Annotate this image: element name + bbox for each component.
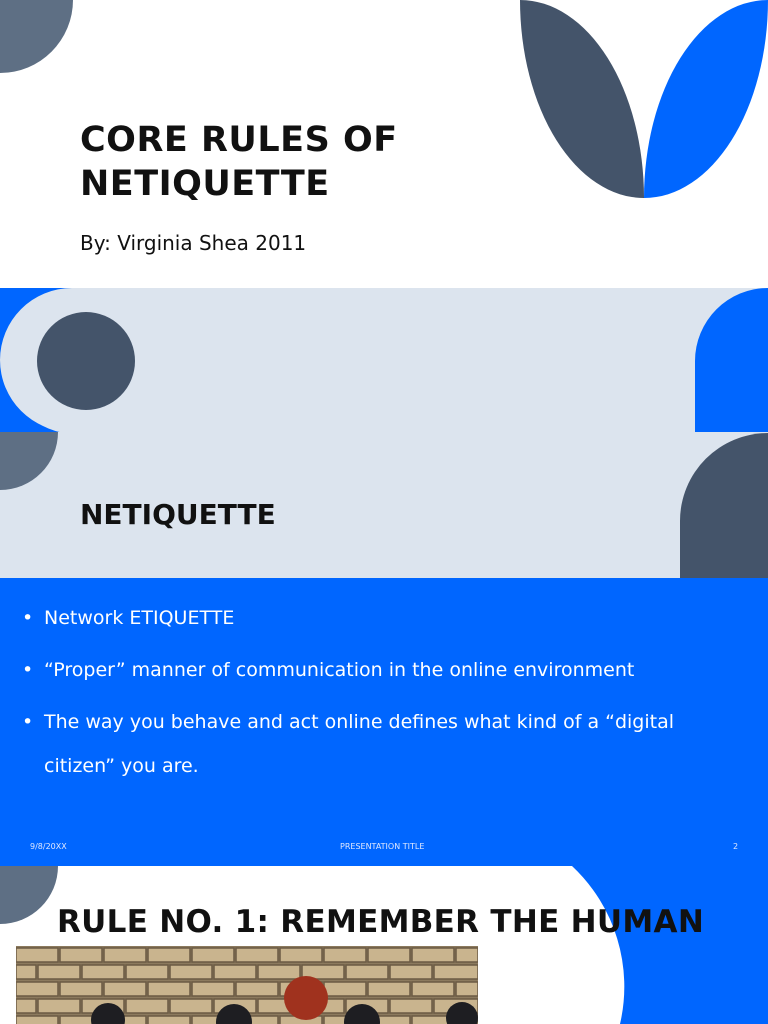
bullet-dot-icon: • bbox=[22, 711, 34, 733]
presentation-title bbox=[80, 118, 480, 206]
slide-title bbox=[0, 0, 768, 288]
slate-disc-shape bbox=[37, 312, 135, 410]
bullet-dot-icon: • bbox=[22, 659, 34, 681]
blue-leaf-shape bbox=[644, 0, 768, 198]
bullet-list bbox=[22, 596, 712, 796]
footer-date: 9/8/20XX bbox=[30, 842, 67, 851]
title-line-2: NETIQUETTE bbox=[80, 164, 330, 204]
blue-arch-shape bbox=[695, 288, 768, 432]
slide-heading: NETIQUETTE bbox=[80, 498, 276, 531]
footer-page-number: 2 bbox=[733, 842, 739, 851]
bullet-item: • The way you behave and act online defines what kind of a “digital citizen” you are. bbox=[22, 700, 712, 788]
bullet-item: • Network ETIQUETTE bbox=[22, 596, 712, 640]
blue-arc-shape bbox=[572, 866, 768, 1024]
slate-leaf-shape bbox=[520, 0, 644, 198]
slate-quarter-shape bbox=[0, 866, 58, 924]
slate-quarter-shape bbox=[0, 432, 58, 490]
footer-title: PRESENTATION TITLE bbox=[340, 842, 425, 851]
slate-leaf-right-shape bbox=[680, 433, 768, 578]
slide-netiquette bbox=[0, 288, 768, 866]
title-line-1: CORE RULES OF bbox=[80, 120, 398, 160]
red-disc-shape bbox=[284, 976, 328, 1020]
bullet-item: • “Proper” manner of communication in the online environment bbox=[22, 648, 712, 692]
slide-rule-one bbox=[0, 866, 768, 1024]
slide2-decor bbox=[0, 288, 768, 578]
slide-heading: RULE NO. 1: REMEMBER THE HUMAN bbox=[57, 904, 705, 940]
content-panel bbox=[0, 578, 768, 866]
corner-quarter-circle-shape bbox=[0, 0, 73, 73]
bullet-dot-icon: • bbox=[22, 607, 34, 629]
brick-wall-image bbox=[16, 946, 478, 1024]
author-subtitle: By: Virginia Shea 2011 bbox=[80, 231, 307, 255]
